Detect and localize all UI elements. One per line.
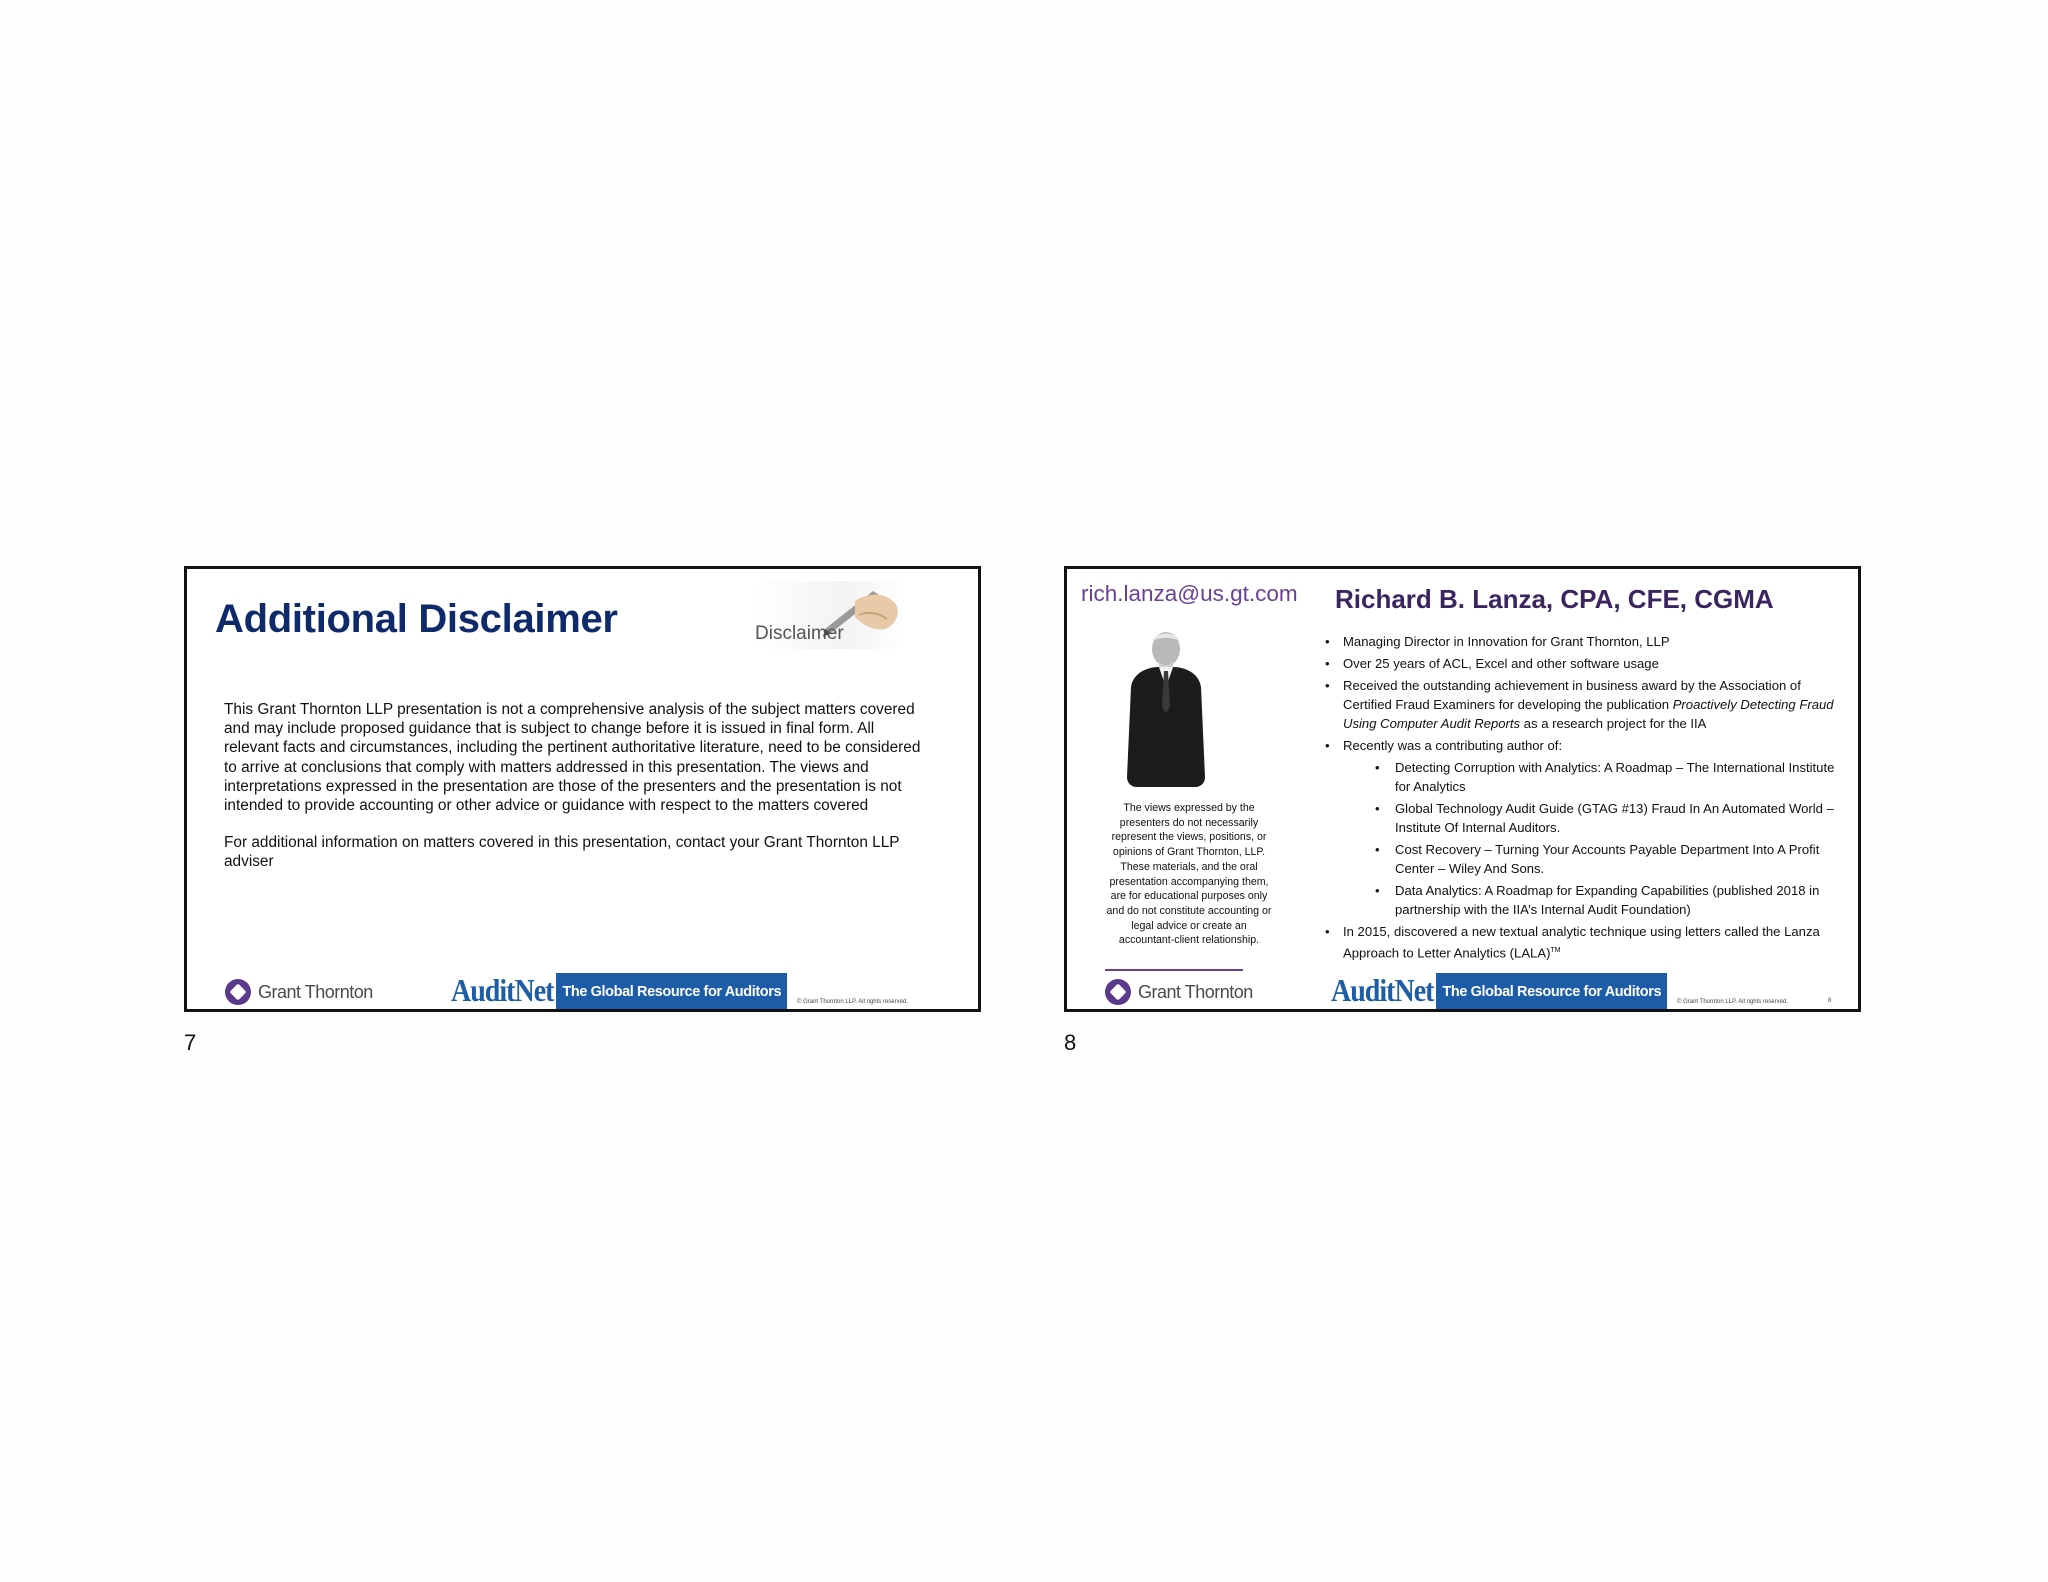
- page-number: 7: [184, 1030, 197, 1055]
- list-item: • Data Analytics: A Roadmap for Expanding Capabilities (published 2018 in partnership with the IIA’s Internal Audit Foundation): [1343, 881, 1843, 919]
- award-text-end: as a research project for the IIA: [1520, 716, 1707, 731]
- slide-title: Additional Disclaimer: [215, 597, 618, 641]
- grant-thornton-logo: [1105, 979, 1253, 1005]
- page-number: 8: [1064, 1030, 1077, 1055]
- auditnet-wordmark: AuditNet: [1331, 973, 1434, 1010]
- slide-title: Richard B. Lanza, CPA, CFE, CGMA: [1335, 584, 1774, 614]
- list-item: • Global Technology Audit Guide (GTAG #13) Fraud In An Automated World – Institute Of Internal Auditors.: [1343, 799, 1843, 837]
- author-intro: Recently was a contributing author of:: [1343, 738, 1563, 753]
- presenter-portrait-icon: [1123, 627, 1209, 789]
- list-item: • Detecting Corruption with Analytics: A Roadmap – The International Institute for Analytics: [1343, 758, 1843, 796]
- email-address[interactable]: rich.lanza@us.gt.com: [1081, 581, 1298, 606]
- disclaimer-paragraph-1: This Grant Thornton LLP presentation is not a comprehensive analysis of the subject matters covered and may include proposed guidance that is subject to change before it is issued in final form. All relevant facts and circumstances, including the pertinent authoritative literature, need to be considered to arrive at conclusions that comply with matters addressed in this presentation. The views and interpretations expressed in the presentation are those of the presenters and the presentation is not intended to provide accounting or other advice or guidance with respect to the matters covered: [224, 701, 921, 815]
- trademark: TM: [1550, 947, 1561, 954]
- grant-thornton-wordmark: Grant Thornton: [1138, 981, 1253, 1002]
- lala-text: In 2015, discovered a new textual analytic technique using letters called the Lanza Approach to Letter Analytics (LALA): [1343, 924, 1820, 961]
- list-item: • Cost Recovery – Turning Your Accounts Payable Department Into A Profit Center – Wiley And Sons.: [1343, 840, 1843, 878]
- list-item: • Over 25 years of ACL, Excel and other software usage: [1323, 654, 1843, 673]
- auditnet-tagline: The Global Resource for Auditors: [556, 973, 787, 1011]
- auditnet-logo: [451, 972, 787, 1012]
- slide-7: [184, 566, 981, 1012]
- grant-thornton-mark-icon: [1105, 979, 1131, 1005]
- presenter-photo: [1123, 627, 1209, 789]
- grant-thornton-wordmark: Grant Thornton: [258, 981, 373, 1002]
- grant-thornton-mark-icon: [225, 979, 251, 1005]
- publication-title: Proactively Detecting Fraud Using Computer Audit Reports: [1343, 697, 1834, 731]
- list-item: [1323, 736, 1843, 919]
- slide-number: 8: [1828, 998, 1832, 1004]
- copyright-notice: © Grant Thornton LLP. All rights reserved.: [1677, 999, 1788, 1005]
- copyright-notice: © Grant Thornton LLP. All rights reserved.: [797, 999, 908, 1005]
- views-disclaimer: The views expressed by the presenters do not necessarily represent the views, positions, or opinions of Grant Thornton, LLP. These materials, and the oral presentation accompanying them, are for educational purposes only and do not constitute accounting or legal advice or create an accountant-client relationship.: [1106, 802, 1272, 947]
- auditnet-wordmark: AuditNet: [451, 973, 554, 1010]
- auditnet-tagline: The Global Resource for Auditors: [1436, 973, 1667, 1011]
- bio-list: [1323, 632, 1843, 965]
- list-item: [1323, 676, 1843, 733]
- award-text: Received the outstanding achievement in business award by the Association of Certified Fraud Examiners for developing the publication: [1343, 678, 1801, 712]
- grant-thornton-logo: [225, 979, 373, 1005]
- disclaimer-image-label: Disclaimer: [755, 623, 844, 644]
- slide-8: [1064, 566, 1861, 1012]
- list-item: • Managing Director in Innovation for Grant Thornton, LLP: [1323, 632, 1843, 651]
- disclaimer-body: [224, 700, 924, 890]
- purple-divider: [1105, 969, 1243, 971]
- auditnet-logo: [1331, 972, 1667, 1012]
- list-item: [1323, 922, 1843, 962]
- disclaimer-image: [755, 581, 905, 649]
- disclaimer-paragraph-2: For additional information on matters covered in this presentation, contact your Grant Thornton LLP adviser: [224, 834, 900, 871]
- publications-list: [1343, 758, 1843, 919]
